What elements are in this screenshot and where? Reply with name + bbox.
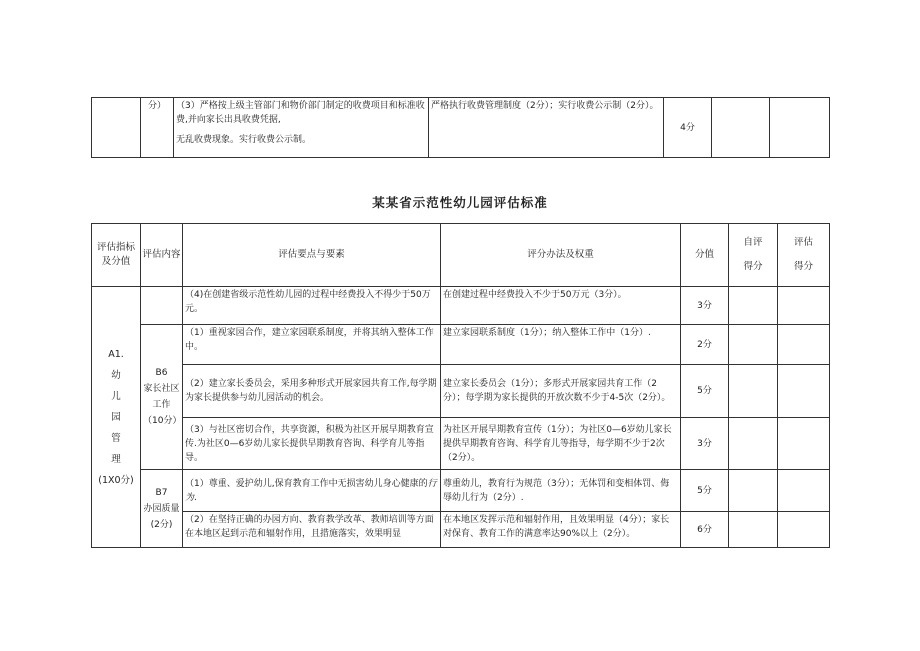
- top-requirement-line-2: 无乱收费现象。实行收费公示制。: [176, 135, 312, 145]
- eval-score-cell[interactable]: [778, 512, 830, 548]
- content-empty: [141, 287, 183, 325]
- top-score-cell: 4分: [664, 98, 712, 158]
- eval-score-cell[interactable]: [778, 470, 830, 512]
- score-cell: 2分: [681, 325, 729, 365]
- eval-score-cell[interactable]: [778, 365, 830, 418]
- eval-score-cell[interactable]: [778, 418, 830, 470]
- eval-score-cell[interactable]: [778, 325, 830, 365]
- requirement-cell: （2）建立家长委员会，采用多种形式开展家园共育工作,每学期为家长提供参与幼儿园活动的机会。: [183, 365, 441, 418]
- top-method-cell: 严格执行收费管理制度（2分）；实行收费公示制（2分）。: [429, 98, 664, 158]
- top-table: [91, 97, 830, 158]
- top-eval-score-cell[interactable]: [770, 98, 830, 158]
- score-cell: 6分: [681, 512, 729, 548]
- header-self-score: 自评 得分: [729, 224, 778, 287]
- main-table: [91, 223, 830, 548]
- requirement-cell: （1）尊重、爱护幼儿,保育教育工作中无损害幼儿身心健康的行为.: [183, 470, 441, 512]
- header-method: 评分办法及权重: [441, 224, 681, 287]
- top-content-cell: 分）: [141, 98, 174, 158]
- header-content: 评估内容: [141, 224, 183, 287]
- page-title: 某某省示范性幼儿园评估标准: [372, 195, 548, 210]
- top-requirement-line-1: （3）严格按上级主管部门和物价部门制定的收费项目和标准收费,并向家长出具收费凭据,: [176, 101, 425, 125]
- eval-score-cell[interactable]: [778, 287, 830, 325]
- requirement-cell: （3）与社区密切合作，共享资源，积极为社区开展早期教育宣传.为社区0—6岁幼儿家长提供早期教育咨询、科学育儿等指导。: [183, 418, 441, 470]
- self-score-cell[interactable]: [729, 470, 778, 512]
- header-eval-score: 评估 得分: [778, 224, 830, 287]
- indicator-a1: A1. 幼 儿 园 管 理 (1X0分): [92, 287, 141, 548]
- self-score-cell[interactable]: [729, 365, 778, 418]
- content-b7: B7 办园质量 (2分): [141, 470, 183, 548]
- score-cell: 3分: [681, 418, 729, 470]
- requirement-cell: （1）重视家园合作，建立家园联系制度，并将其纳入整体工作中。: [183, 325, 441, 365]
- self-score-cell[interactable]: [729, 325, 778, 365]
- content-b6: B6 家长社区工作 （10分）: [141, 325, 183, 470]
- requirement-cell: （4)在创建省级示范性幼儿园的过程中经费投入不得少于50万元。: [183, 287, 441, 325]
- method-cell: 尊重幼儿，教育行为规范（3分）；无体罚和变相体罚、侮辱幼儿行为（2分）.: [441, 470, 681, 512]
- self-score-cell[interactable]: [729, 287, 778, 325]
- top-self-score-cell[interactable]: [712, 98, 770, 158]
- header-indicator: 评估指标及分值: [92, 224, 141, 287]
- score-cell: 3分: [681, 287, 729, 325]
- method-cell: 建立家长委员会（1分）；多形式开展家园共育工作（2分）；每学期为家长提供的开放次数不少于4-5次（2分）。: [441, 365, 681, 418]
- top-indicator-cell: [92, 98, 141, 158]
- header-score: 分值: [681, 224, 729, 287]
- requirement-cell: （2）在坚持正确的办园方向、教育教学改革、教师培训等方面在本地区起到示范和辐射作用，且措施落实，效果明显: [183, 512, 441, 548]
- top-requirement-cell: [174, 98, 429, 158]
- self-score-cell[interactable]: [729, 418, 778, 470]
- header-requirements: 评估要点与要素: [183, 224, 441, 287]
- score-cell: 5分: [681, 365, 729, 418]
- self-score-cell[interactable]: [729, 512, 778, 548]
- method-cell: 建立家园联系制度（1分）；纳入整体工作中（1分）.: [441, 325, 681, 365]
- method-cell: 在创建过程中经费投入不少于50万元（3分）。: [441, 287, 681, 325]
- method-cell: 在本地区发挥示范和辐射作用，且效果明显（4分）；家长对保育、教育工作的满意率达90%以上（2分）。: [441, 512, 681, 548]
- score-cell: 5分: [681, 470, 729, 512]
- method-cell: 为社区开展早期教育宣传（1分）；为社区0—6岁幼儿家长提供早期教育咨询、科学育儿等指导，每学期不少于2次（2分）。: [441, 418, 681, 470]
